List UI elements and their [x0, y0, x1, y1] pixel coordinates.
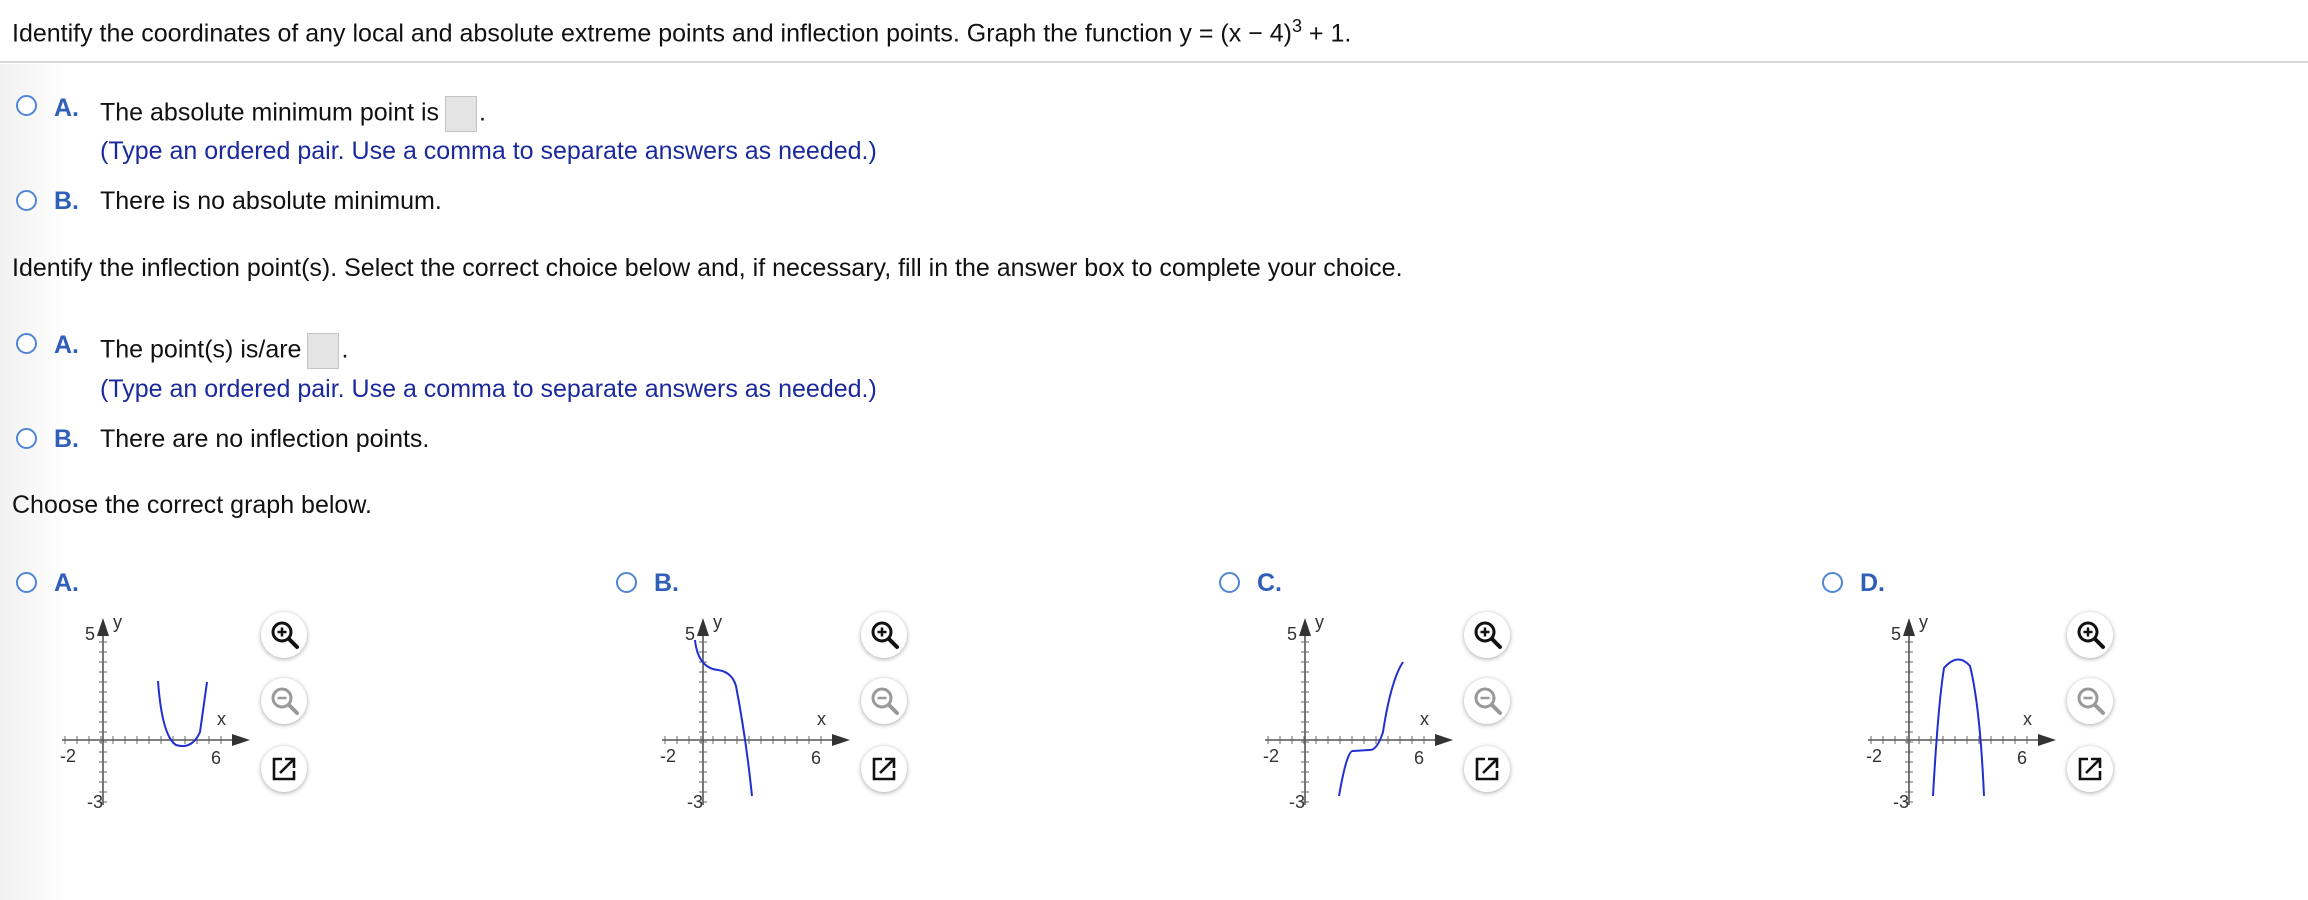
inflection-option-a — [100, 333, 348, 369]
absmin-option-a-period: . — [479, 98, 486, 127]
x-tick-label: 6 — [210, 748, 222, 768]
zoom-in-button[interactable] — [1464, 612, 1510, 658]
absmin-option-a-letter: A. — [54, 94, 79, 122]
y-min-label: -3 — [686, 792, 703, 812]
open-new-window-icon — [868, 753, 900, 785]
zoom-out-button[interactable] — [861, 678, 907, 724]
mini-graph[interactable] — [1866, 610, 2066, 810]
open-new-window-button[interactable] — [1464, 746, 1510, 792]
zoom-out-icon — [1471, 685, 1503, 717]
question-suffix: + 1. — [1301, 19, 1352, 48]
inflection-option-a-hint: (Type an ordered pair. Use a comma to separate answers as needed.) — [100, 375, 877, 403]
x-axis-arrow — [832, 734, 850, 746]
function-curve — [158, 681, 207, 746]
inflection-option-a-letter: A. — [54, 331, 79, 359]
zoom-in-icon — [868, 619, 900, 651]
y-max-label: 5 — [1890, 624, 1901, 644]
x-axis-label: x — [1420, 709, 1429, 729]
absmin-option-a-text: The absolute minimum point is — [100, 98, 440, 127]
mini-graph[interactable] — [1263, 610, 1463, 810]
x-axis-label: x — [2023, 709, 2032, 729]
zoom-in-button[interactable] — [261, 612, 307, 658]
absmin-option-b-radio[interactable] — [16, 190, 37, 211]
y-min-label: -3 — [1892, 792, 1909, 812]
inflection-option-a-text: The point(s) is/are — [100, 335, 302, 364]
x-min-label: -2 — [59, 746, 77, 766]
question-prefix: Identify the coordinates of any local and absolute extreme points and inflection points. Graph the function y = (x − 4) — [12, 19, 1292, 48]
y-axis-arrow — [1903, 618, 1915, 636]
y-axis-arrow — [97, 618, 109, 636]
zoom-in-button[interactable] — [2067, 612, 2113, 658]
y-axis-label: y — [1919, 612, 1928, 632]
absmin-option-a-hint: (Type an ordered pair. Use a comma to separate answers as needed.) — [100, 137, 877, 165]
x-min-label: -2 — [659, 746, 677, 766]
x-min-label: -2 — [1262, 746, 1280, 766]
absmin-option-a-radio[interactable] — [16, 95, 37, 116]
x-tick-label: 6 — [810, 748, 822, 768]
open-new-window-icon — [268, 753, 300, 785]
y-axis-label: y — [113, 612, 122, 632]
open-new-window-button[interactable] — [2067, 746, 2113, 792]
open-new-window-button[interactable] — [861, 746, 907, 792]
y-min-label: -3 — [1288, 792, 1305, 812]
y-axis-label: y — [713, 612, 722, 632]
graph-option-radio[interactable] — [1822, 572, 1843, 593]
graph-option-letter: D. — [1860, 569, 1885, 597]
inflection-option-b-letter: B. — [54, 425, 79, 453]
inflection-answer-box[interactable] — [307, 333, 339, 369]
absmin-option-b-letter: B. — [54, 187, 79, 215]
zoom-in-icon — [1471, 619, 1503, 651]
inflection-option-b-radio[interactable] — [16, 428, 37, 449]
x-axis-arrow — [1435, 734, 1453, 746]
absmin-option-b-text: There is no absolute minimum. — [100, 187, 442, 215]
graph-option-radio[interactable] — [16, 572, 37, 593]
zoom-out-button[interactable] — [261, 678, 307, 724]
x-axis-label: x — [217, 709, 226, 729]
y-min-label: -3 — [86, 792, 103, 812]
open-new-window-icon — [2074, 753, 2106, 785]
inflection-option-a-period: . — [341, 335, 349, 364]
x-tick-label: 6 — [2016, 748, 2028, 768]
zoom-in-button[interactable] — [861, 612, 907, 658]
y-axis-arrow — [1299, 618, 1311, 636]
graph-option-letter: A. — [54, 569, 79, 597]
graph-option-radio[interactable] — [1219, 572, 1240, 593]
x-axis-label: x — [817, 709, 826, 729]
x-axis-arrow — [232, 734, 250, 746]
function-curve — [1933, 659, 1984, 796]
zoom-out-icon — [2074, 685, 2106, 717]
graph-option-radio[interactable] — [616, 572, 637, 593]
zoom-in-icon — [2074, 619, 2106, 651]
open-new-window-icon — [1471, 753, 1503, 785]
zoom-out-icon — [268, 685, 300, 717]
mini-graph[interactable] — [660, 610, 860, 810]
x-min-label: -2 — [1865, 746, 1883, 766]
absmin-option-a — [100, 96, 486, 132]
y-max-label: 5 — [84, 624, 95, 644]
mini-graph[interactable] — [60, 610, 260, 810]
question-text — [12, 16, 1351, 48]
inflection-option-a-radio[interactable] — [16, 333, 37, 354]
graph-option-letter: C. — [1257, 569, 1282, 597]
zoom-in-icon — [268, 619, 300, 651]
y-max-label: 5 — [1286, 624, 1297, 644]
header-divider — [0, 61, 2308, 63]
graph-prompt: Choose the correct graph below. — [12, 491, 372, 519]
inflection-option-b-text: There are no inflection points. — [100, 425, 430, 453]
zoom-out-button[interactable] — [1464, 678, 1510, 724]
graph-option-letter: B. — [654, 569, 679, 597]
zoom-out-icon — [868, 685, 900, 717]
absmin-answer-box[interactable] — [445, 96, 477, 132]
open-new-window-button[interactable] — [261, 746, 307, 792]
y-axis-arrow — [697, 618, 709, 636]
function-curve — [1339, 662, 1403, 796]
question-exponent: 3 — [1291, 16, 1302, 36]
inflection-prompt: Identify the inflection point(s). Select the correct choice below and, if necessary, fill in the answer box to complete your choice. — [12, 254, 1403, 282]
y-max-label: 5 — [684, 624, 695, 644]
zoom-out-button[interactable] — [2067, 678, 2113, 724]
x-tick-label: 6 — [1413, 748, 1425, 768]
x-axis-arrow — [2038, 734, 2056, 746]
y-axis-label: y — [1315, 612, 1324, 632]
